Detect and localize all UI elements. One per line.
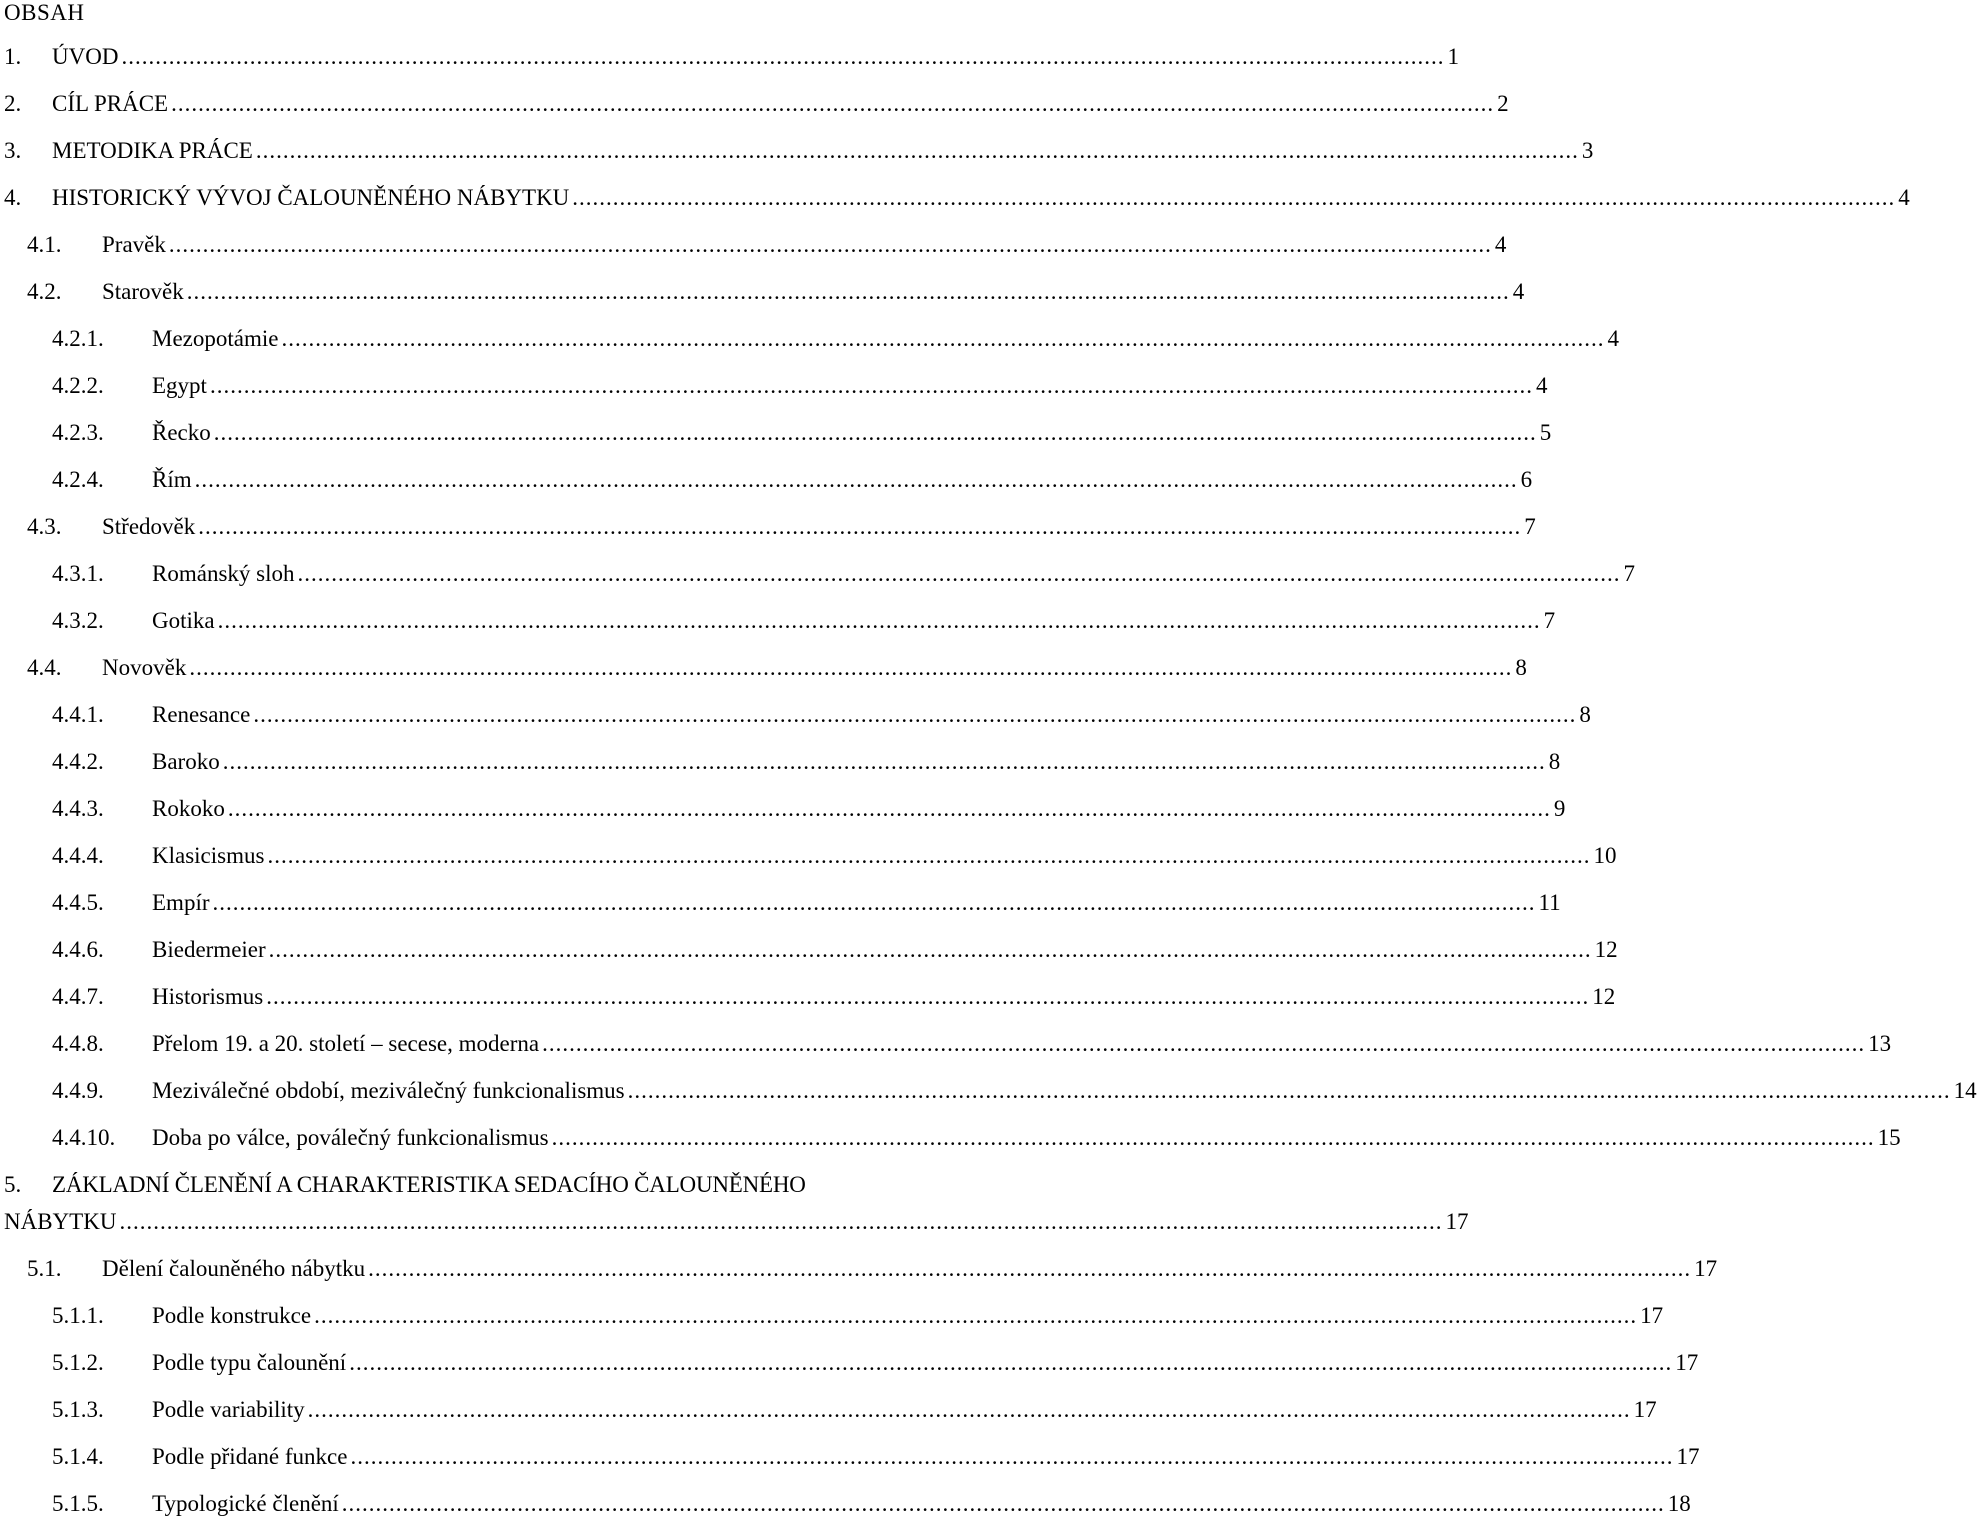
dot-leader: .................................................................................................................................................................................................... <box>551 1125 1875 1150</box>
toc-entry-label: Podle variability <box>152 1397 305 1422</box>
toc-entry-page: 4 <box>1898 185 1910 210</box>
toc-entry-4-2-3[interactable] <box>0 416 1552 450</box>
toc-entry-label: CÍL PRÁCE <box>52 91 169 116</box>
toc-entry-number: 4.4.1. <box>52 702 104 727</box>
toc-entry-number: 4.2.2. <box>52 373 104 398</box>
toc-entry-number: 4.3. <box>27 514 62 539</box>
toc-entry-label: Doba po válce, poválečný funkcionalismus <box>152 1125 549 1150</box>
toc-entry-number: 5. <box>4 1172 22 1197</box>
dot-leader: .................................................................................................................................................................................................... <box>121 44 1445 69</box>
toc-entry-page: 4 <box>1607 326 1619 351</box>
toc-entry-label: Meziválečné období, meziválečný funkcionalismus <box>152 1078 625 1103</box>
toc-entry-number: 5.1.2. <box>52 1350 104 1375</box>
toc-entry-4-2-4[interactable] <box>0 463 1533 497</box>
toc-entry-label: Starověk <box>102 279 184 304</box>
toc-entry-4-4-5[interactable] <box>0 886 1561 920</box>
dot-leader: .................................................................................................................................................................................................... <box>194 467 1518 492</box>
toc-entry-page: 3 <box>1581 138 1594 163</box>
toc-entry-number: 4.4.2. <box>52 749 104 774</box>
toc-entry-label: ZÁKLADNÍ ČLENĚNÍ A CHARAKTERISTIKA SEDACÍHO ČALOUNĚNÉHO <box>52 1172 806 1197</box>
toc-entry-label: ÚVOD <box>52 44 119 69</box>
toc-entry-label-continuation: NÁBYTKU <box>4 1209 117 1234</box>
dot-leader: .................................................................................................................................................................................................... <box>368 1256 1692 1281</box>
toc-entry-4-3-2[interactable] <box>0 604 1556 638</box>
toc-entry-4-4-10[interactable] <box>0 1121 1901 1155</box>
toc-entry-page: 11 <box>1538 890 1561 915</box>
dot-leader: .................................................................................................................................................................................................... <box>267 843 1591 868</box>
toc-entry-number: 4.2.1. <box>52 326 104 351</box>
toc-entry-page: 17 <box>1675 1350 1699 1375</box>
toc-entry-page: 12 <box>1594 937 1618 962</box>
dot-leader: .................................................................................................................................................................................................... <box>341 1491 1665 1516</box>
dot-leader: .................................................................................................................................................................................................... <box>119 1209 1443 1234</box>
toc-entry-4-2[interactable] <box>0 275 1525 309</box>
toc-entry-4[interactable] <box>0 181 1910 215</box>
toc-entry-4-4-9[interactable] <box>0 1074 1977 1108</box>
dot-leader: .................................................................................................................................................................................................... <box>627 1078 1951 1103</box>
toc-entry-label: Podle přidané funkce <box>152 1444 348 1469</box>
toc-entry-label: Typologické členění <box>152 1491 339 1516</box>
toc-entry-number: 5.1. <box>27 1256 62 1281</box>
toc-entry-number: 4.4.10. <box>52 1125 116 1150</box>
toc-entry-5-continuation[interactable] <box>0 1205 1469 1239</box>
toc-entry-number: 4.1. <box>27 232 62 257</box>
toc-entry-number: 4.4.9. <box>52 1078 104 1103</box>
toc-entry-page: 9 <box>1553 796 1566 821</box>
dot-leader: .................................................................................................................................................................................................... <box>209 373 1533 398</box>
toc-entry-label: Podle konstrukce <box>152 1303 312 1328</box>
toc-entry-number: 4.4.5. <box>52 890 104 915</box>
dot-leader: .................................................................................................................................................................................................... <box>217 608 1541 633</box>
dot-leader: .................................................................................................................................................................................................... <box>168 232 1492 257</box>
toc-entry-4-4-3[interactable] <box>0 792 1566 826</box>
toc-entry-page: 7 <box>1543 608 1556 633</box>
dot-leader: .................................................................................................................................................................................................... <box>307 1397 1631 1422</box>
toc-entry-label: Renesance <box>152 702 251 727</box>
toc-entry-number: 4.2.4. <box>52 467 104 492</box>
toc-entry-page: 5 <box>1539 420 1552 445</box>
toc-entry-page: 14 <box>1953 1078 1977 1103</box>
toc-entry-page: 8 <box>1515 655 1527 680</box>
toc-entry-number: 5.1.4. <box>52 1444 104 1469</box>
dot-leader: .................................................................................................................................................................................................... <box>222 749 1546 774</box>
toc-entry-page: 8 <box>1579 702 1591 727</box>
toc-entry-label: Řecko <box>152 420 211 445</box>
toc-entry-number: 4.4.8. <box>52 1031 104 1056</box>
toc-entry-number: 4. <box>4 185 22 210</box>
toc-entry-number: 5.1.3. <box>52 1397 104 1422</box>
toc-entry-label: Rokoko <box>152 796 225 821</box>
toc-entry-page: 15 <box>1877 1125 1901 1150</box>
toc-entry-number: 4.4.4. <box>52 843 104 868</box>
toc-entry-5[interactable] <box>0 1168 960 1202</box>
toc-entry-number: 4.2. <box>27 279 62 304</box>
toc-entry-number: 4.4.7. <box>52 984 104 1009</box>
toc-entry-label: Středověk <box>102 514 196 539</box>
toc-entry-number: 4.4.3. <box>52 796 104 821</box>
toc-entry-number: 5.1.5. <box>52 1491 104 1516</box>
dot-leader: .................................................................................................................................................................................................... <box>297 561 1621 586</box>
toc-entry-4-4-8[interactable] <box>0 1027 1892 1061</box>
toc-entry-label: Novověk <box>102 655 187 680</box>
dot-leader: .................................................................................................................................................................................................... <box>213 420 1537 445</box>
toc-entry-5-1-2[interactable] <box>0 1346 1699 1380</box>
dot-leader: .................................................................................................................................................................................................... <box>212 890 1536 915</box>
toc-entry-number: 4.4.6. <box>52 937 104 962</box>
dot-leader: .................................................................................................................................................................................................... <box>186 279 1510 304</box>
toc-entry-label: Pravěk <box>102 232 166 257</box>
toc-entry-label: METODIKA PRÁCE <box>52 138 253 163</box>
dot-leader: .................................................................................................................................................................................................... <box>314 1303 1638 1328</box>
toc-entry-page: 7 <box>1623 561 1635 586</box>
dot-leader: .................................................................................................................................................................................................... <box>542 1031 1866 1056</box>
toc-entry-page: 4 <box>1512 279 1525 304</box>
toc-entry-page: 4 <box>1494 232 1507 257</box>
toc-entry-page: 1 <box>1447 44 1459 69</box>
toc-entry-label: Řím <box>152 467 192 492</box>
toc-entry-3[interactable] <box>0 134 1594 168</box>
toc-entry-page: 7 <box>1524 514 1536 539</box>
toc-entry-page: 2 <box>1497 91 1509 116</box>
toc-entry-4-2-1[interactable] <box>0 322 1619 356</box>
toc-entry-5-1-5[interactable] <box>0 1487 1691 1521</box>
dot-leader: .................................................................................................................................................................................................... <box>281 326 1605 351</box>
toc-entry-4-4-1[interactable] <box>0 698 1591 732</box>
dot-leader: .................................................................................................................................................................................................... <box>171 91 1495 116</box>
toc-entry-2[interactable] <box>0 87 1509 121</box>
toc-entry-label: Klasicismus <box>152 843 265 868</box>
toc-entry-label: Gotika <box>152 608 215 633</box>
toc-entry-label: Biedermeier <box>152 937 266 962</box>
toc-entry-number: 4.3.2. <box>52 608 104 633</box>
toc-entry-4-4-6[interactable] <box>0 933 1618 967</box>
toc-entry-page: 6 <box>1520 467 1533 492</box>
toc-entry-page: 17 <box>1445 1209 1469 1234</box>
toc-entry-5-1-3[interactable] <box>0 1393 1657 1427</box>
toc-entry-1[interactable] <box>0 40 1459 74</box>
toc-entry-number: 1. <box>4 44 22 69</box>
dot-leader: .................................................................................................................................................................................................... <box>349 1350 1673 1375</box>
toc-entry-page: 17 <box>1640 1303 1664 1328</box>
toc-entry-page: 10 <box>1593 843 1617 868</box>
dot-leader: .................................................................................................................................................................................................... <box>253 702 1577 727</box>
toc-entry-4-4-4[interactable] <box>0 839 1617 873</box>
toc-entry-page: 17 <box>1694 1256 1718 1281</box>
toc-entry-page: 4 <box>1535 373 1548 398</box>
toc-entry-page: 12 <box>1592 984 1616 1009</box>
dot-leader: .................................................................................................................................................................................................... <box>572 185 1896 210</box>
dot-leader: .................................................................................................................................................................................................... <box>268 937 1592 962</box>
dot-leader: .................................................................................................................................................................................................... <box>266 984 1590 1009</box>
toc-entry-page: 18 <box>1667 1491 1691 1516</box>
dot-leader: .................................................................................................................................................................................................... <box>350 1444 1674 1469</box>
toc-entry-number: 4.2.3. <box>52 420 104 445</box>
dot-leader: .................................................................................................................................................................................................... <box>198 514 1522 539</box>
toc-entry-number: 4.4. <box>27 655 62 680</box>
toc-entry-5-1-1[interactable] <box>0 1299 1664 1333</box>
toc-entry-label: Dělení čalouněného nábytku <box>102 1256 366 1281</box>
toc-entry-page: 17 <box>1633 1397 1657 1422</box>
toc-entry-page: 8 <box>1548 749 1561 774</box>
toc-entry-label: Románský sloh <box>152 561 295 586</box>
toc-entry-4-1[interactable] <box>0 228 1507 262</box>
toc-entry-4-4-7[interactable] <box>0 980 1616 1014</box>
toc-entry-page: 13 <box>1868 1031 1892 1056</box>
toc-entry-4-4[interactable] <box>0 651 1527 685</box>
toc-title: OBSAH <box>4 0 85 25</box>
toc-entry-4-3-1[interactable] <box>0 557 1635 591</box>
toc-entry-number: 5.1.1. <box>52 1303 104 1328</box>
dot-leader: .................................................................................................................................................................................................... <box>189 655 1513 680</box>
toc-entry-label: Přelom 19. a 20. století – secese, moderna <box>152 1031 540 1056</box>
toc-entry-4-4-2[interactable] <box>0 745 1561 779</box>
toc-entry-label: Baroko <box>152 749 220 774</box>
toc-entry-5-1[interactable] <box>0 1252 1718 1286</box>
toc-entry-number: 3. <box>4 138 22 163</box>
toc-entry-label: Empír <box>152 890 210 915</box>
toc-entry-label: Mezopotámie <box>152 326 279 351</box>
toc-entry-label: HISTORICKÝ VÝVOJ ČALOUNĚNÉHO NÁBYTKU <box>52 185 570 210</box>
toc-entry-number: 2. <box>4 91 22 116</box>
dot-leader: .................................................................................................................................................................................................... <box>255 138 1579 163</box>
toc-entry-label: Egypt <box>152 373 207 398</box>
toc-entry-page: 17 <box>1676 1444 1700 1469</box>
toc-entry-4-3[interactable] <box>0 510 1536 544</box>
dot-leader: .................................................................................................................................................................................................... <box>227 796 1551 821</box>
toc-entry-number: 4.3.1. <box>52 561 104 586</box>
toc-entry-label: Podle typu čalounění <box>152 1350 347 1375</box>
toc-entry-4-2-2[interactable] <box>0 369 1548 403</box>
toc-entry-5-1-4[interactable] <box>0 1440 1700 1474</box>
toc-entry-label: Historismus <box>152 984 264 1009</box>
